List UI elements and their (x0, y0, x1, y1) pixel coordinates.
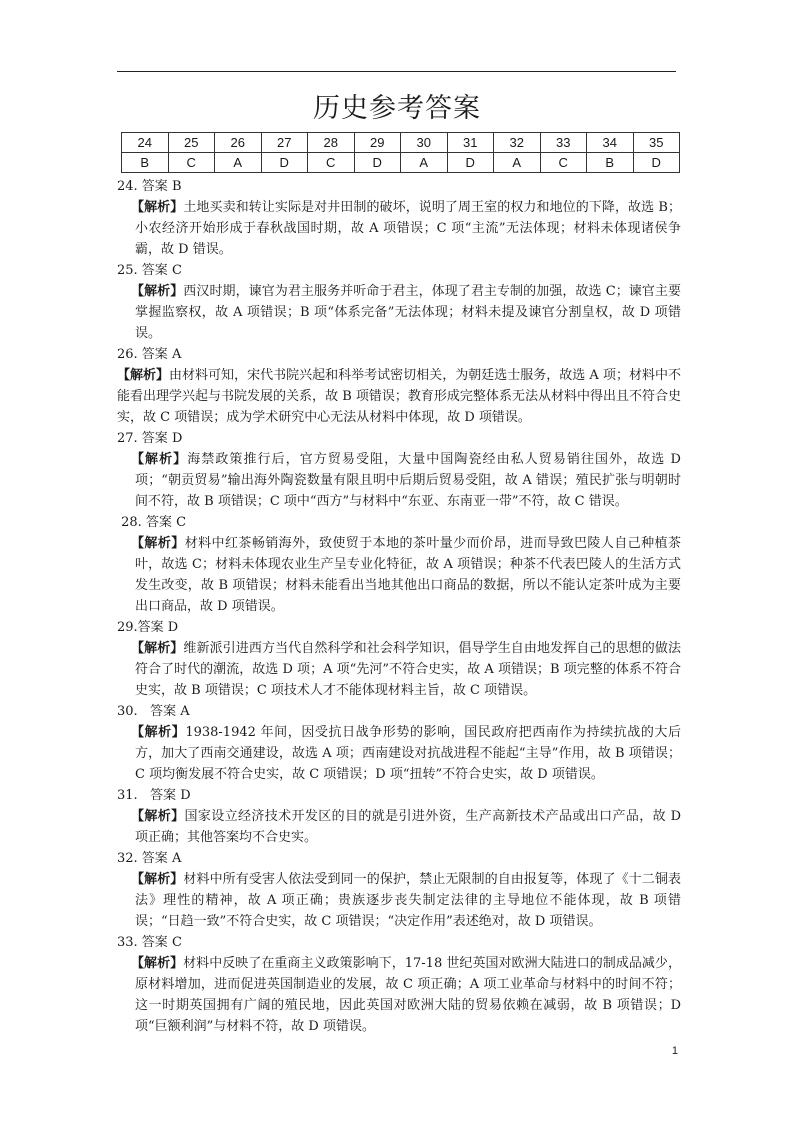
question-answer-heading: 26. 答案 A (117, 347, 182, 362)
explanation-tag: 【解析】 (131, 641, 184, 656)
answer-table (121, 132, 680, 173)
question-explanation (131, 806, 681, 848)
explanation-tag: 【解析】 (131, 809, 185, 824)
question-answer-heading: 28. 答案 C (117, 515, 187, 530)
question-answer-heading: 33. 答案 C (117, 935, 182, 950)
answer-cell: B (122, 153, 169, 173)
question-number-cell: 31 (447, 133, 494, 153)
explanation-text: 材料中所有受害人依法受到同一的保护，禁止无限制的自由报复等，体现了《十二铜表法》理性的精神，故 A 项正确；贵族逐步丧失制定法律的主导地位不能体现，故 B 项错误；“日趋一致”不符合史实，故 C 项错误；“决定作用”表述绝对，故 D 项错误。 (135, 872, 681, 929)
answer-cell: D (261, 153, 308, 173)
answer-cell: C (540, 153, 587, 173)
question-number-cell: 25 (168, 133, 215, 153)
question-answer-heading: 25. 答案 C (117, 263, 182, 278)
question-answer-heading: 24. 答案 B (117, 179, 182, 194)
answer-cell: A (401, 153, 448, 173)
question-number-cell: 24 (122, 133, 169, 153)
explanation-text: 维新派引进西方当代自然科学和社会科学知识，倡导学生自由地发挥自己的思想的做法符合了时代的潮流，故选 D 项；A 项“先河”不符合史实，故 A 项错误；B 项完整的体系不符合史实，故 B 项错误；C 项技术人才不能体现材料主旨，故 C 项错误。 (135, 641, 681, 698)
question-explanation (131, 197, 681, 260)
question-number-cell: 28 (308, 133, 355, 153)
question-number-cell: 35 (633, 133, 680, 153)
answer-cell: B (587, 153, 634, 173)
question-explanation (131, 533, 681, 617)
question-number-cell: 30 (401, 133, 448, 153)
question-answer-heading: 32. 答案 A (117, 851, 182, 866)
question-number-cell: 33 (540, 133, 587, 153)
question-number-cell: 26 (215, 133, 262, 153)
question-number-cell: 27 (261, 133, 308, 153)
explanation-text: 土地买卖和转让实际是对井田制的破坏，说明了周王室的权力和地位的下降，故选 B；小农经济开始形成于春秋战国时期，故 A 项错误；C 项“主流”无法体现；材料未体现诸侯争霸，故 D 错误。 (135, 200, 681, 257)
question-number-cell: 29 (354, 133, 401, 153)
explanation-tag: 【解析】 (131, 536, 185, 551)
question-explanation (131, 722, 681, 785)
question-number-cell: 34 (587, 133, 634, 153)
page-number: 1 (671, 1045, 678, 1057)
header-rule (117, 71, 676, 72)
question-explanation (131, 953, 681, 1037)
answer-cell: A (494, 153, 541, 173)
explanation-text: 西汉时期，谏官为君主服务并听命于君主，体现了君主专制的加强，故选 C；谏官主要掌握监察权，故 A 项错误；B 项“体系完备”无法体现；材料未提及谏官分割皇权，故 D 项错误。 (135, 284, 681, 341)
question-explanation (131, 638, 681, 701)
answer-cell: D (354, 153, 401, 173)
answer-table-numbers-row (122, 133, 680, 153)
explanation-tag: 【解析】 (131, 725, 186, 740)
question-answer-heading: 29.答案 D (117, 620, 179, 635)
explanation-text: 海禁政策推行后，官方贸易受阻，大量中国陶瓷经由私人贸易销往国外，故选 D 项；“朝贡贸易”输出海外陶瓷数量有限且明中后期后贸易受阻，故 A 错误；殖民扩张与明朝时间不符，故 B 项错误；C 项中“西方”与材料中“东亚、东南亚一带”不符，故 C 错误。 (135, 452, 681, 509)
question-explanation (117, 365, 681, 428)
answer-explanations (117, 176, 681, 1037)
explanation-text: 1938-1942 年间，因受抗日战争形势的影响，国民政府把西南作为持续抗战的大后方，加大了西南交通建设，故选 A 项；西南建设对抗战进程不能起“主导”作用，故 B 项错误；C 项均衡发展不符合史实，故 C 项错误；D 项“扭转”不符合史实，故 D 项错误。 (135, 725, 681, 782)
explanation-tag: 【解析】 (131, 452, 188, 467)
page-title: 历史参考答案 (313, 93, 481, 124)
question-answer-heading: 30. 答案 A (117, 704, 190, 719)
answer-cell: C (308, 153, 355, 173)
explanation-tag: 【解析】 (131, 200, 184, 215)
explanation-text: 由材料可知，宋代书院兴起和科举考试密切相关，为朝廷选士服务，故选 A 项；材料中不能看出理学兴起与书院发展的关系，故 B 项错误；教育形成完整体系无法从材料中得出且不符合史实，故 C 项错误；成为学术研究中心无法从材料中体现，故 D 项错误。 (117, 368, 681, 425)
explanation-text: 材料中反映了在重商主义政策影响下，17-18 世纪英国对欧洲大陆进口的制成品减少，原材料增加，进而促进英国制造业的发展，故 C 项正确；A 项工业革命与材料中的时间不符；这一时期英国拥有广阔的殖民地，因此英国对欧洲大陆的贸易依赖在减弱，故 B 项错误；D 项“巨额利润”与材料不符，故 D 项错误。 (135, 956, 681, 1034)
answer-cell: C (168, 153, 215, 173)
question-answer-heading: 27. 答案 D (117, 431, 183, 446)
explanation-tag: 【解析】 (117, 368, 170, 383)
answer-cell: A (215, 153, 262, 173)
answer-table-answers-row (122, 153, 680, 173)
question-answer-heading: 31. 答案 D (117, 788, 191, 803)
question-number-cell: 32 (494, 133, 541, 153)
explanation-tag: 【解析】 (131, 284, 184, 299)
explanation-text: 国家设立经济技术开发区的目的就是引进外资，生产高新技术产品或出口产品，故 D 项正确；其他答案均不合史实。 (135, 809, 681, 845)
question-explanation (131, 449, 681, 512)
answer-cell: D (633, 153, 680, 173)
question-explanation (131, 281, 681, 344)
explanation-tag: 【解析】 (131, 956, 184, 971)
explanation-tag: 【解析】 (131, 872, 184, 887)
question-explanation (131, 869, 681, 932)
explanation-text: 材料中红茶畅销海外，致使贸于本地的茶叶量少而价昂，进而导致巴陵人自己种植茶叶，故选 C；材料未体现农业生产呈专业化特征，故 A 项错误；种茶不代表巴陵人的生活方式发生改变，故 B 项错误；材料未能看出当地其他出口商品的数据，所以不能认定茶叶成为主要出口商品，故 D 项错误。 (135, 536, 681, 614)
answer-cell: D (447, 153, 494, 173)
